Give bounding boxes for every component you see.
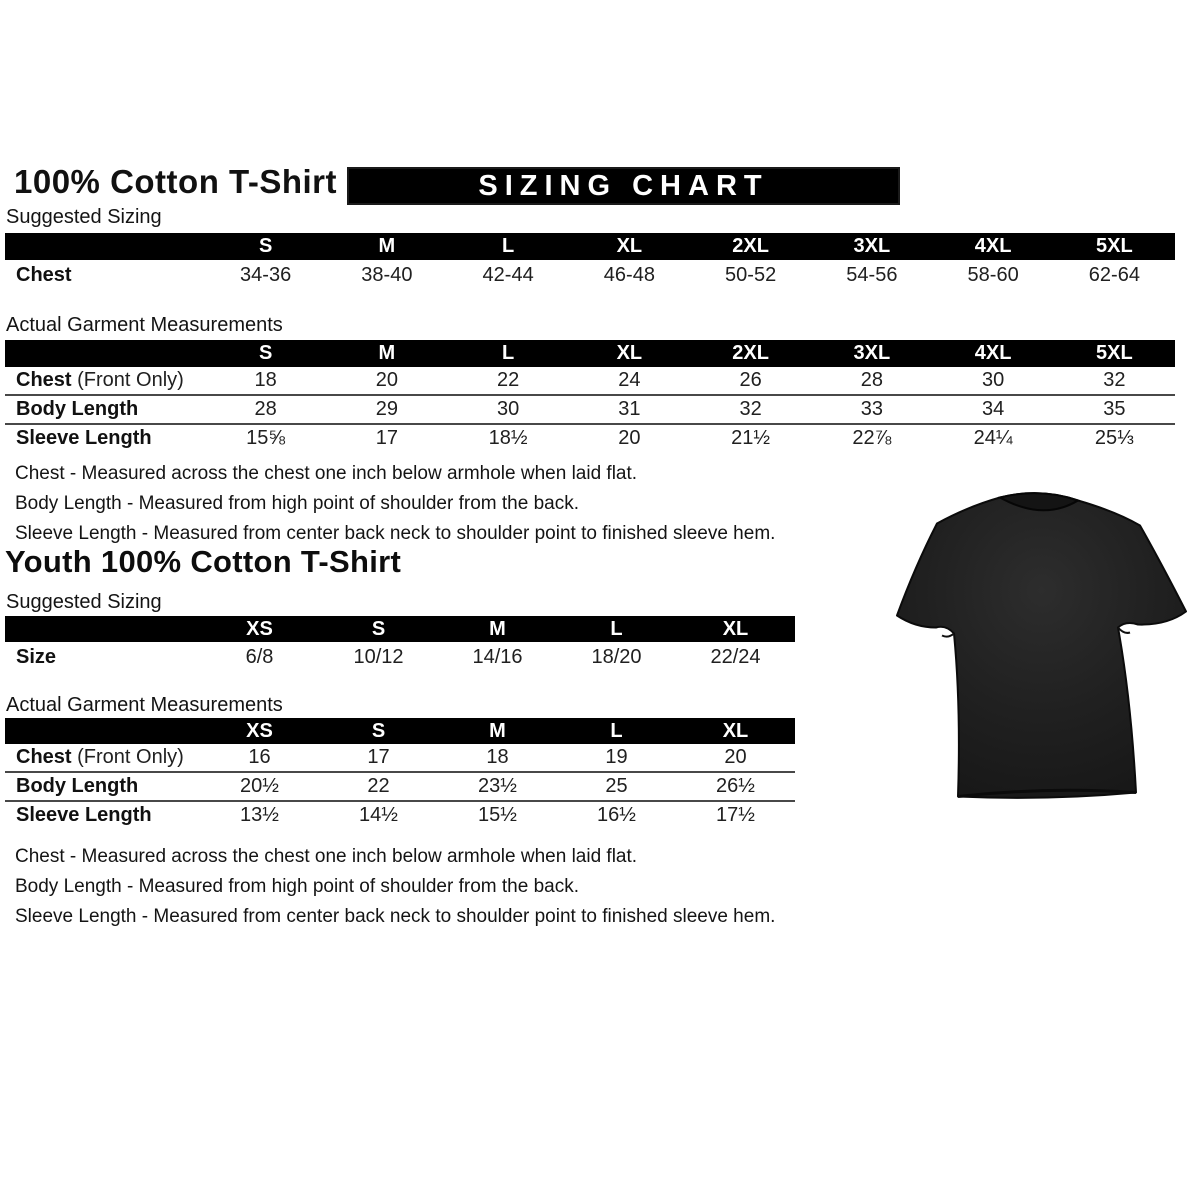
value-cell: 16½ [597,804,636,826]
size-header: XS [200,718,319,744]
youth-measurement-notes [15,842,775,932]
note-line: Body Length - Measured from high point of shoulder from the back. [15,876,579,897]
value-cell: 54-56 [846,263,898,286]
value-cell: 30 [982,369,1005,391]
adult-suggested-sizing-label: Suggested Sizing [6,206,162,228]
size-header: L [448,233,569,260]
table-row [5,367,1175,395]
sizing-chart-banner: SIZING CHART [347,167,900,205]
size-header: M [438,616,557,642]
value-cell: 20½ [240,775,279,797]
value-cell: 13½ [240,804,279,826]
value-cell: 24 [618,369,641,391]
value-cell: 22 [367,775,390,797]
size-header-row [5,233,1175,260]
black-tshirt-graphic [888,474,1194,820]
size-header: 3XL [811,233,932,260]
value-cell: 22/24 [710,645,761,668]
value-cell: 16 [248,746,271,768]
size-header: S [319,616,438,642]
value-cell: 20 [724,746,747,768]
youth-suggested-sizing-label: Suggested Sizing [6,591,162,613]
value-cell: 28 [860,369,883,391]
note-line: Sleeve Length - Measured from center back neck to shoulder point to finished sleeve hem. [15,906,776,927]
value-cell: 25⅓ [1094,427,1134,449]
size-header: 2XL [690,340,811,367]
value-cell: 18 [254,369,277,391]
value-cell: 15⅝ [246,427,286,449]
value-cell: 22 [497,369,520,391]
value-cell: 10/12 [353,645,404,668]
value-cell: 50-52 [725,263,777,286]
youth-actual-measurements-label: Actual Garment Measurements [6,694,283,716]
youth-suggested-sizing-table [5,616,795,672]
value-cell: 26 [739,369,762,391]
value-cell: 46-48 [603,263,655,286]
row-label-cell: Size [16,645,57,668]
row-label-cell: Chest [16,263,72,286]
value-cell: 15½ [478,804,517,826]
adult-suggested-sizing-table [5,233,1175,290]
size-header: S [319,718,438,744]
adult-measurements-table [5,340,1175,452]
value-cell: 24¼ [973,427,1013,449]
size-header: L [557,616,676,642]
value-cell: 38-40 [361,263,413,286]
size-header: XS [200,616,319,642]
size-header-row [5,340,1175,367]
tshirt-image [888,474,1194,820]
value-cell: 18 [486,746,509,768]
value-cell: 19 [605,746,628,768]
value-cell: 22⅞ [852,427,892,449]
size-header: M [326,340,447,367]
value-cell: 28 [254,398,277,420]
size-header: 2XL [690,233,811,260]
row-label-cell: Body Length [16,398,139,420]
value-cell: 35 [1103,398,1126,420]
value-cell: 21½ [731,427,771,449]
size-header: XL [569,233,690,260]
youth-measurements-table [5,718,795,829]
youth-section-title: Youth 100% Cotton T-Shirt [5,544,402,579]
row-label-cell: Chest (Front Only) [16,369,184,391]
table-row [5,744,795,772]
size-header: L [448,340,569,367]
size-header: M [326,233,447,260]
table-row [5,395,1175,424]
size-header-row [5,718,795,744]
row-label-cell: Sleeve Length [16,804,152,826]
value-cell: 58-60 [967,263,1019,286]
value-cell: 29 [375,398,398,420]
value-cell: 33 [860,398,883,420]
value-cell: 18/20 [591,645,642,668]
value-cell: 20 [375,369,398,391]
table-row [5,801,795,829]
table-row [5,772,795,801]
size-header: S [205,340,326,367]
value-cell: 26½ [716,775,755,797]
adult-measurement-notes [15,459,775,549]
size-header: M [438,718,557,744]
empty-header-cell [5,718,200,744]
note-line: Chest - Measured across the chest one inch below armhole when laid flat. [15,463,638,484]
size-header: 3XL [811,340,932,367]
size-header: 4XL [933,340,1054,367]
row-label-cell: Sleeve Length [16,427,152,449]
adult-actual-measurements-label: Actual Garment Measurements [6,314,283,336]
value-cell: 32 [1103,369,1126,391]
note-line: Body Length - Measured from high point of shoulder from the back. [15,493,579,514]
size-header: XL [676,718,795,744]
value-cell: 34 [982,398,1005,420]
table-row [5,642,795,672]
value-cell: 25 [605,775,628,797]
value-cell: 23½ [478,775,517,797]
note-line: Chest - Measured across the chest one inch below armhole when laid flat. [15,846,638,867]
table-row [5,260,1175,290]
value-cell: 17 [367,746,390,768]
size-header: L [557,718,676,744]
value-cell: 18½ [488,427,528,449]
empty-header-cell [5,233,205,260]
empty-header-cell [5,616,200,642]
row-label-cell: Chest (Front Only) [16,746,184,768]
size-header: S [205,233,326,260]
value-cell: 42-44 [482,263,534,286]
value-cell: 6/8 [245,645,274,668]
value-cell: 31 [618,398,641,420]
size-header: 5XL [1054,233,1175,260]
value-cell: 32 [739,398,762,420]
value-cell: 17 [375,427,398,449]
value-cell: 20 [618,427,641,449]
table-row [5,424,1175,452]
value-cell: 30 [497,398,520,420]
row-label-cell: Body Length [16,775,139,797]
value-cell: 62-64 [1088,263,1140,286]
size-header: 4XL [933,233,1054,260]
note-line: Sleeve Length - Measured from center back neck to shoulder point to finished sleeve hem. [15,523,776,544]
value-cell: 17½ [716,804,755,826]
value-cell: 14½ [359,804,398,826]
size-header-row [5,616,795,642]
value-cell: 34-36 [240,263,292,286]
empty-header-cell [5,340,205,367]
size-header: XL [676,616,795,642]
size-header: 5XL [1054,340,1175,367]
size-header: XL [569,340,690,367]
value-cell: 14/16 [472,645,523,668]
page-title: 100% Cotton T-Shirt [14,163,338,200]
